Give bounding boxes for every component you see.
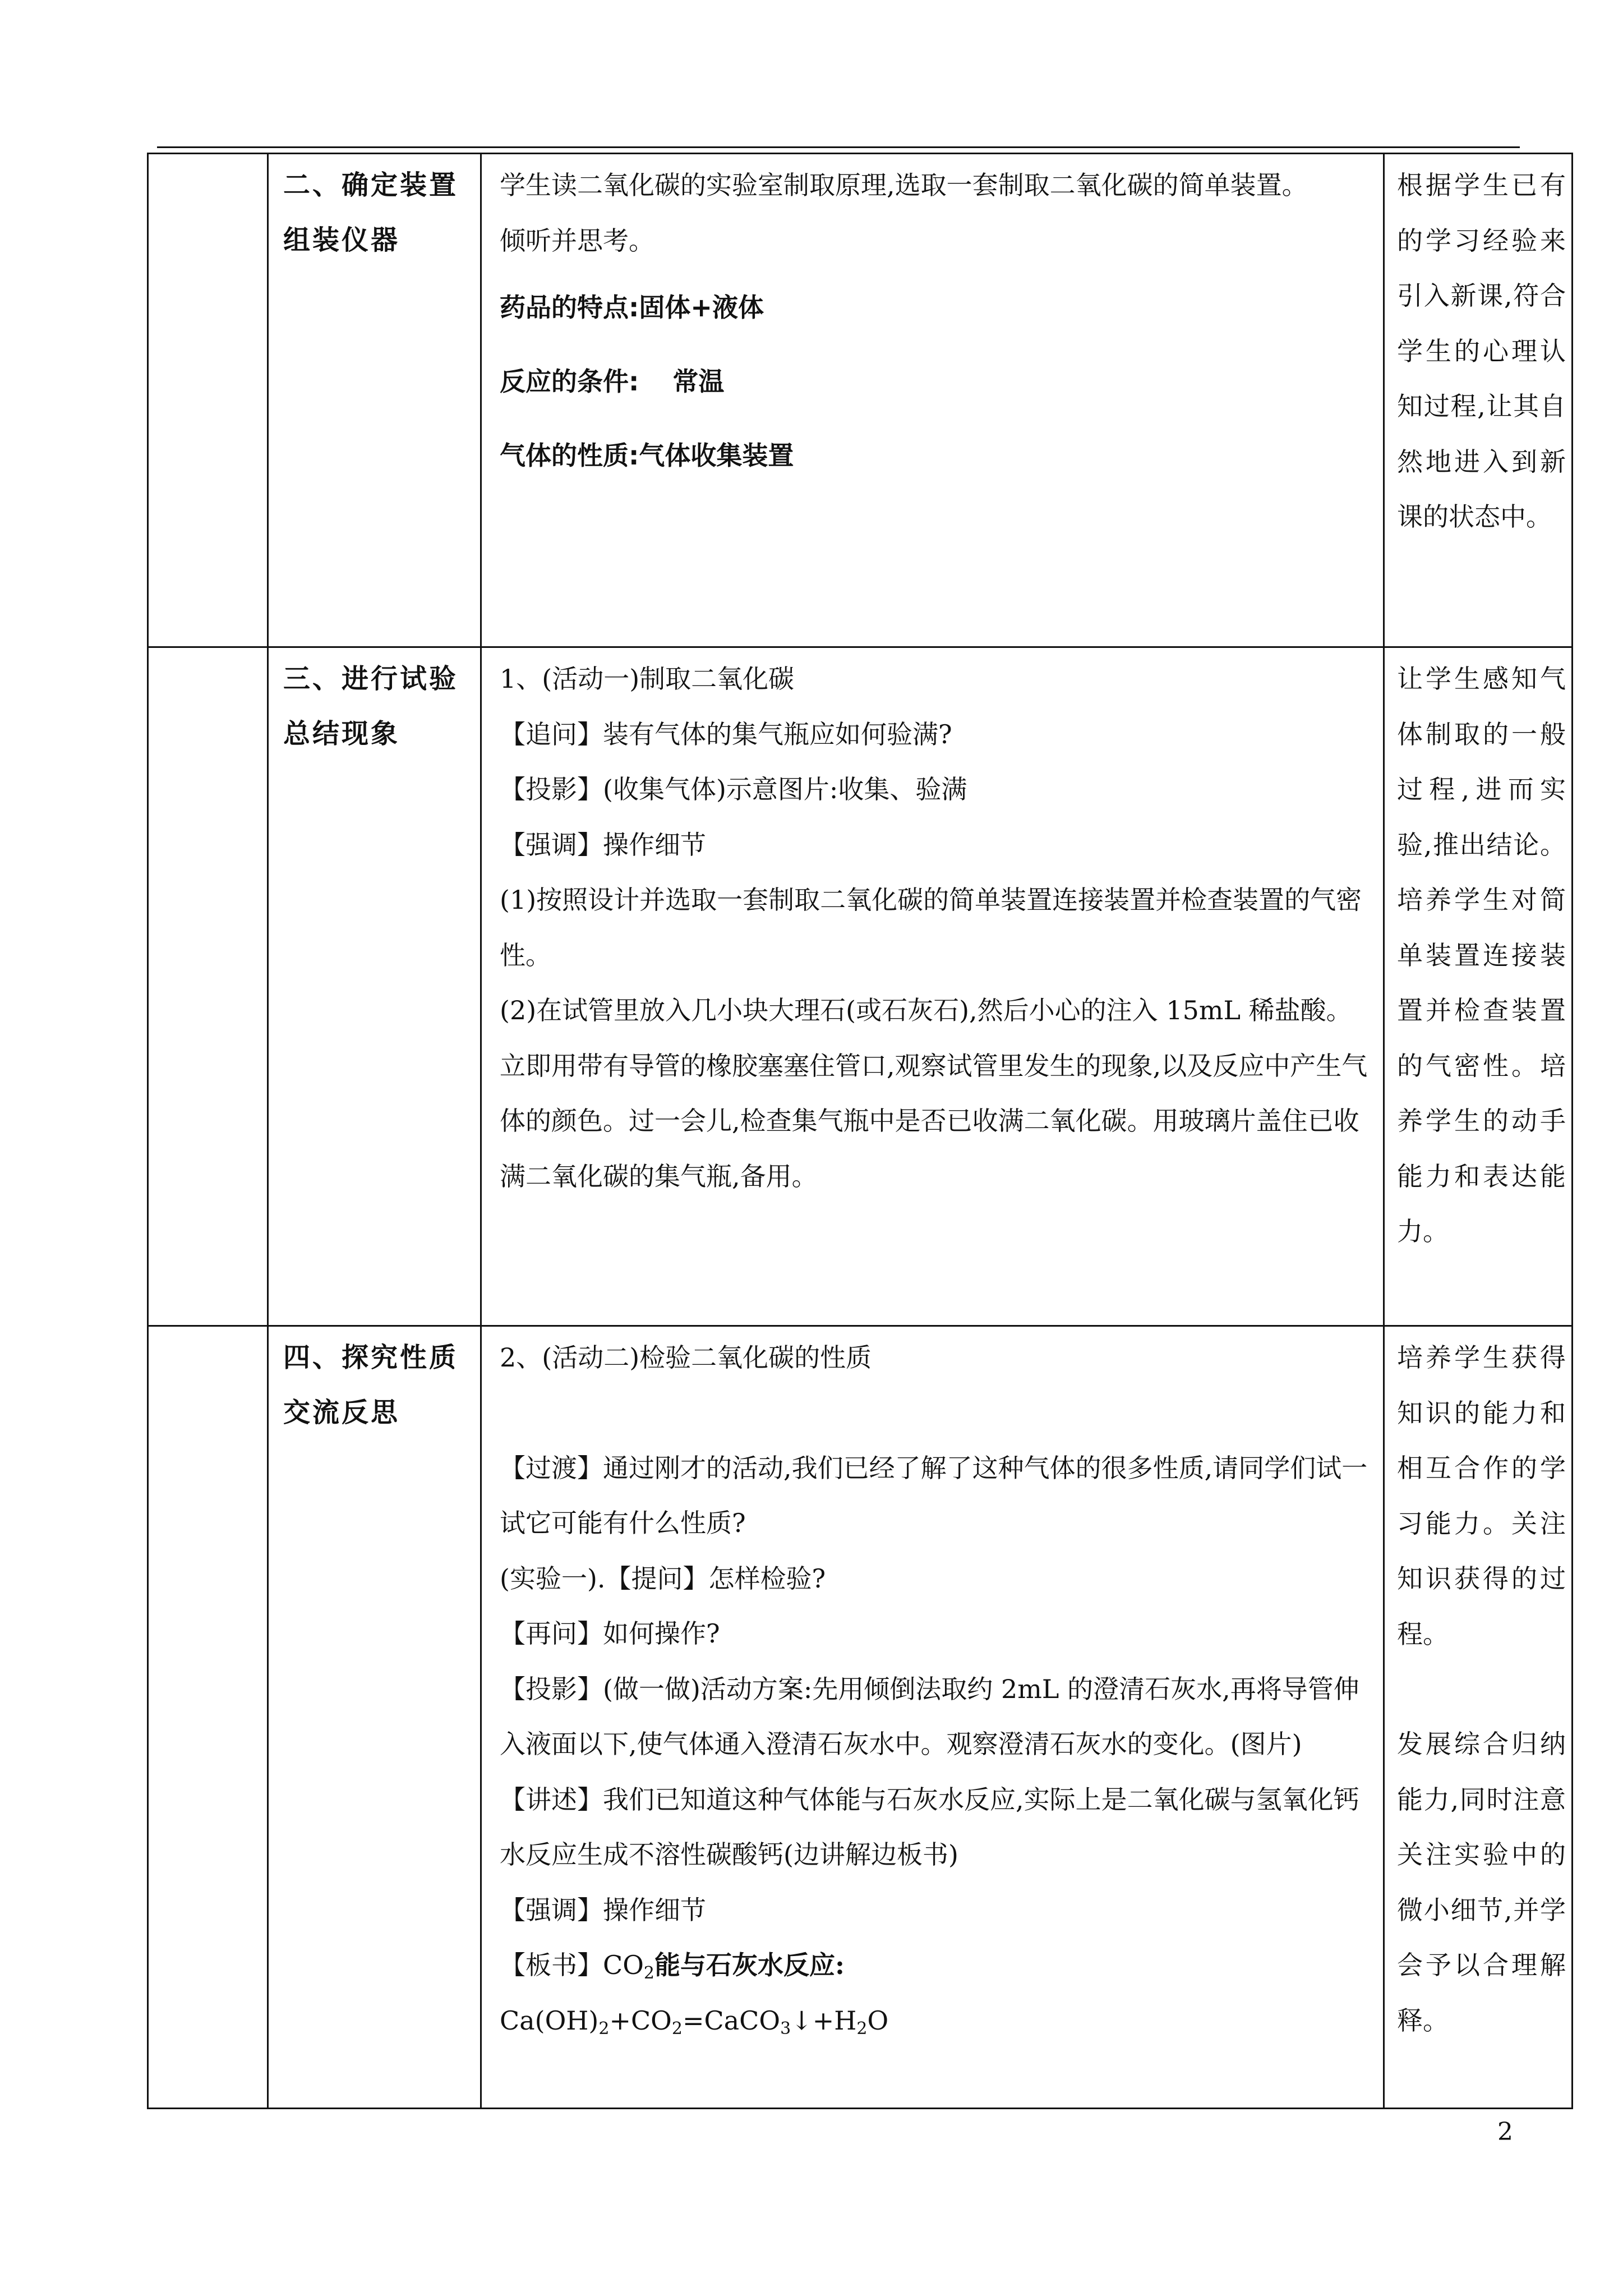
- chemical-equation: [500, 1993, 1372, 2049]
- blank-cell: [148, 647, 268, 1326]
- content-line: 【强调】操作细节: [500, 829, 706, 860]
- item-label: 药品的特点:: [500, 292, 639, 323]
- eq-sub: 3: [780, 2018, 791, 2039]
- blank-cell: [148, 154, 268, 647]
- board-line: [500, 1938, 1372, 1993]
- table-row: [148, 647, 1573, 1326]
- spacer: [500, 1386, 1372, 1441]
- content-paragraph: 【投影】(做一做)活动方案:先用倾倒法取约 2mL 的澄清石灰水,再将导管伸入液面以下,使气体通入澄清石灰水中。观察澄清石灰水的变化。(图片): [500, 1673, 1359, 1759]
- eq-part: O: [867, 2005, 889, 2036]
- content-cell: [481, 647, 1384, 1326]
- eq-part: Ca(OH): [500, 2005, 599, 2036]
- stage-cell: [268, 154, 481, 647]
- content-paragraph: (1)按照设计并选取一套制取二氧化碳的简单装置连接装置并检查装置的气密性。: [500, 885, 1362, 970]
- item-label: 反应的条件:: [500, 366, 639, 397]
- content-line: 【再问】如何操作?: [500, 1618, 720, 1649]
- spacer: [1385, 1662, 1571, 1717]
- table-row: [148, 1326, 1573, 2109]
- content-line: 2、(活动二)检验二氧化碳的性质: [500, 1342, 872, 1373]
- table-row: [148, 154, 1573, 647]
- stage-cell: [268, 1326, 481, 2109]
- bold-item: [500, 344, 1372, 418]
- eq-part: +CO: [609, 2005, 672, 2036]
- board-formula-sub: 2: [643, 1963, 655, 1983]
- stage-cell: [268, 647, 481, 1326]
- precipitate-arrow-icon: ↓: [791, 2005, 813, 2036]
- blank-cell: [148, 1326, 268, 2109]
- lesson-plan-table: [147, 153, 1573, 2109]
- board-formula: CO: [603, 1950, 644, 1980]
- note-cell: [1384, 1326, 1573, 2109]
- board-text: 能与石灰水反应:: [654, 1950, 845, 1980]
- stage-line: 三、进行试验: [283, 663, 459, 694]
- content-line: 【追问】装有气体的集气瓶应如何验满?: [500, 719, 952, 749]
- content-paragraph: (2)在试管里放入几小块大理石(或石灰石),然后小心的注入 15mL 稀盐酸。立即用带有导管的橡胶塞塞住管口,观察试管里发生的现象,以及反应中产生气体的颜色。过一会儿,检查集气瓶中是否已收满二氧化碳。用玻璃片盖住已收满二氧化碳的集气瓶,备用。: [500, 995, 1368, 1191]
- header-rule: [157, 146, 1520, 148]
- bold-item: [500, 268, 1372, 344]
- content-line: 【强调】操作细节: [500, 1894, 706, 1925]
- content-paragraph: 【过渡】通过刚才的活动,我们已经了解了这种气体的很多性质,请同学们试一试它可能有什么性质?: [500, 1452, 1368, 1538]
- note-cell: [1384, 154, 1573, 647]
- design-note: 根据学生已有的学习经验来引入新课,符合学生的心理认知过程,让其自然地进入到新课的状态中。: [1397, 170, 1566, 532]
- stage-line: 组装仪器: [283, 224, 400, 256]
- design-note: 让学生感知气体制取的一般过程,进而实验,推出结论。培养学生对简单装置连接装置并检查装置的气密性。培养学生的动手能力和表达能力。: [1397, 664, 1566, 1246]
- content-cell: [481, 154, 1384, 647]
- content-line: 倾听并思考。: [500, 225, 654, 256]
- design-note: 发展综合归纳能力,同时注意关注实验中的微小细节,并学会予以合理解释。: [1397, 1729, 1566, 2036]
- design-note: 培养学生获得知识的能力和相互合作的学习能力。关注知识获得的过程。: [1397, 1342, 1566, 1649]
- eq-sub: 2: [598, 2018, 610, 2039]
- eq-sub: 2: [856, 2018, 868, 2039]
- stage-line: 总结现象: [283, 718, 400, 749]
- stage-line: 二、确定装置: [283, 169, 459, 201]
- stage-line: 四、探究性质: [283, 1342, 459, 1373]
- content-cell: [481, 1326, 1384, 2109]
- content-paragraph: 【讲述】我们已知道这种气体能与石灰水反应,实际上是二氧化碳与氢氧化钙水反应生成不溶性碳酸钙(边讲解边板书): [500, 1784, 1359, 1870]
- content-line: 【投影】(收集气体)示意图片:收集、验满: [500, 774, 967, 804]
- content-line: 学生读二氧化碳的实验室制取原理,选取一套制取二氧化碳的简单装置。: [500, 170, 1308, 200]
- bold-item: [500, 418, 1372, 493]
- stage-line: 交流反思: [283, 1397, 400, 1428]
- item-value: 气体收集装置: [639, 440, 794, 471]
- eq-part: =CaCO: [682, 2005, 781, 2036]
- content-line: 1、(活动一)制取二氧化碳: [500, 664, 795, 694]
- note-cell: [1384, 647, 1573, 1326]
- page-number: 2: [1497, 2118, 1513, 2146]
- item-value: 常温: [672, 366, 725, 397]
- content-line: (实验一).【提问】怎样检验?: [500, 1563, 826, 1594]
- item-label: 气体的性质:: [500, 440, 639, 471]
- item-value: 固体+液体: [639, 292, 764, 323]
- eq-part: +H: [812, 2005, 857, 2036]
- board-label: 【板书】: [500, 1950, 603, 1980]
- eq-sub: 2: [671, 2018, 683, 2039]
